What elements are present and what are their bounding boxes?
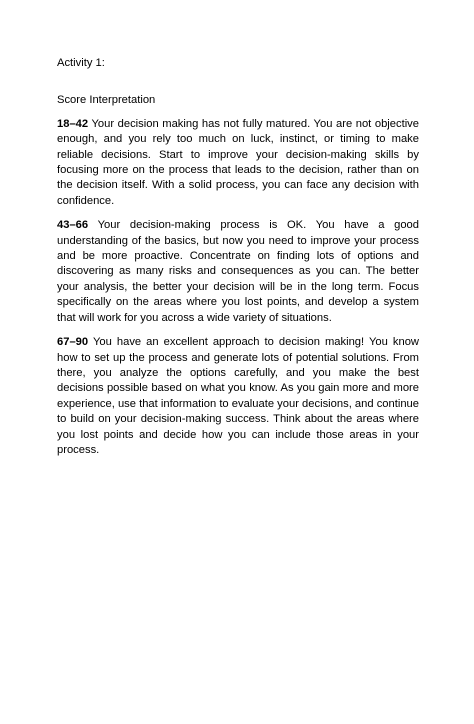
score-range-mid: 43–66 <box>57 219 89 232</box>
document-body <box>57 56 419 467</box>
interpretation-text-mid: Your decision-making process is OK. You have a good understanding of the basics, but now you need to improve your process and be more proactive. Concentrate on finding lots of options and discovering as many risks and consequences as you can. The better your analysis, the better your decision will be in the long term. Focus specifically on the areas where you lost points, and develop a system that will work for you across a wide variety of situations. <box>57 219 419 324</box>
interpretation-paragraph-mid <box>57 218 419 326</box>
score-range-low: 18–42 <box>57 117 89 130</box>
score-range-high: 67–90 <box>57 336 89 349</box>
interpretation-text-low: Your decision making has not fully matured. You are not objective enough, and you rely too much on luck, instinct, or timing to make reliable decisions. Start to improve your decision-making skills by focusing more on the process that leads to the decision, rather than on the decision itself. With a solid process, you can face any decision with confidence. <box>57 117 419 207</box>
section-title: Score Interpretation <box>57 94 156 107</box>
activity-label: Activity 1: <box>57 57 105 69</box>
interpretation-paragraph-high <box>57 335 419 458</box>
interpretation-text-high: You have an excellent approach to decision making! You know how to set up the process and generate lots of potential solutions. From there, you analyze the options carefully, and you make the best decisions possible based on what you know. As you gain more and more experience, use that information to evaluate your decisions, and continue to build on your decision-making success. Think about the areas where you lost points and decide how you can include those areas in your process. <box>57 336 419 456</box>
interpretation-paragraph-low <box>57 117 419 209</box>
